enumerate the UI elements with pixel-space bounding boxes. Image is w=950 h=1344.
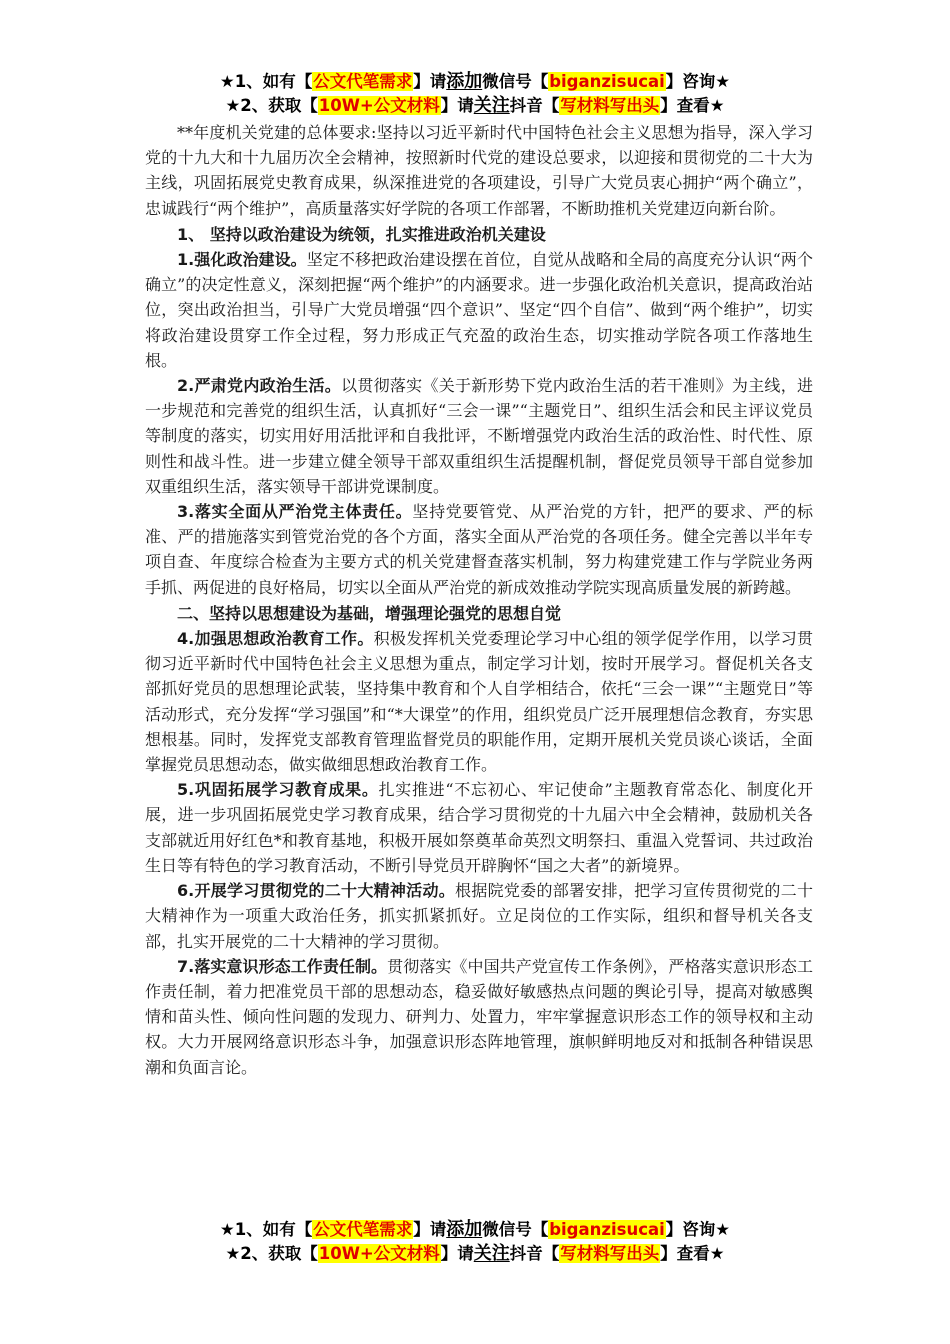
item-text: 根据院党委的部署安排，把学习宣传贯彻党的二十大精神作为一项重大政治任务，抓实抓紧抓好。立足岗位的工作实际，组织和督导机关各支部，扎实开展党的二十大精神的学习贯彻。 <box>145 881 813 951</box>
highlight-text: 公文代笔需求 <box>313 1220 413 1239</box>
highlight-text: 10W+公文材料 <box>318 96 440 115</box>
item-title: 1.强化政治建设。 <box>177 250 307 270</box>
promo-text: ★1、如有【 <box>219 1220 313 1239</box>
promo-line-1 <box>0 70 950 94</box>
promo-text: 微信号【 <box>482 72 549 91</box>
douyin-account: 写材料写出头 <box>560 96 660 115</box>
promo-line-2 <box>0 94 950 118</box>
promo-text: 】请 <box>440 96 474 115</box>
promo-text: 抖音【 <box>509 1244 560 1263</box>
underlined-text: 添加 <box>446 1219 483 1240</box>
item-title: 2.严肃党内政治生活。 <box>177 376 342 396</box>
promo-banner-top <box>0 70 950 118</box>
intro-paragraph: **年度机关党建的总体要求:坚持以习近平新时代中国特色社会主义思想为指导，深入学习党的十九大和十九届历次全会精神，按照新时代党的建设总要求，以迎接和贯彻党的二十大为主线，巩固拓展党史教育成果，纵深推进党的各项建设，引导广大党员衷心拥护“两个确立”，忠诚践行“两个维护”，高质量落实好学院的各项工作部署，不断助推机关党建迈向新台阶。 <box>145 123 813 218</box>
underlined-text: 添加 <box>446 71 483 92</box>
list-item <box>145 626 813 777</box>
highlight-text: 10W+公文材料 <box>318 1244 440 1263</box>
promo-text: ★2、获取【 <box>225 96 318 115</box>
item-title: 3.落实全面从严治党主体责任。 <box>177 502 413 522</box>
promo-banner-bottom <box>0 1218 950 1266</box>
document-body <box>145 120 813 1080</box>
item-title: 6.开展学习贯彻党的二十大精神活动。 <box>177 881 456 901</box>
item-title: 5.巩固拓展学习教育成果。 <box>177 780 379 800</box>
list-item <box>145 247 813 373</box>
promo-text: 】咨询★ <box>665 72 731 91</box>
promo-text: 抖音【 <box>509 96 560 115</box>
promo-text: 】请 <box>413 1220 447 1239</box>
item-title: 7.落实意识形态工作责任制。 <box>177 956 388 976</box>
underlined-text: 关注 <box>473 95 510 116</box>
section-heading: 二、坚持以思想建设为基础，增强理论强党的思想自觉 <box>177 603 562 623</box>
list-item <box>145 878 813 954</box>
list-item <box>145 499 813 600</box>
promo-text: 】咨询★ <box>665 1220 731 1239</box>
item-title: 4.加强思想政治教育工作。 <box>177 629 374 649</box>
promo-text: ★2、获取【 <box>225 1244 318 1263</box>
item-text: 坚持党要管党、从严治党的方针，把严的要求、严的标准、严的措施落实到管党治党的各个方面，落实全面从严治党的各项任务。健全完善以半年专项自查、年度综合检查为主要方式的机关党建督查落实机制，努力构建党建工作与学院业务两手抓、两促进的良好格局，切实以全面从严治党的新成效推动学院实现高质量发展的新跨越。 <box>145 502 813 597</box>
promo-text: 】请 <box>413 72 447 91</box>
promo-text: 微信号【 <box>482 1220 549 1239</box>
promo-line-1 <box>0 1218 950 1242</box>
wechat-id: biganzisucai <box>549 1220 665 1239</box>
wechat-id: biganzisucai <box>549 72 665 91</box>
underlined-text: 关注 <box>473 1243 510 1264</box>
item-text: 坚定不移把政治建设摆在首位，自觉从战略和全局的高度充分认识“两个确立”的决定性意义，深刻把握“两个维护”的内涵要求。进一步强化政治机关意识，提高政治站位，突出政治担当，引导广大党员增强“四个意识”、坚定“四个自信”、做到“两个维护”，切实将政治建设贯穿工作全过程，努力形成正气充盈的政治生态，切实推动学院各项工作落地生根。 <box>145 250 813 370</box>
highlight-text: 公文代笔需求 <box>313 72 413 91</box>
douyin-account: 写材料写出头 <box>560 1244 660 1263</box>
item-text: 以贯彻落实《关于新形势下党内政治生活的若干准则》为主线，进一步规范和完善党的组织生活，认真抓好“三会一课”“主题党日”、组织生活会和民主评议党员等制度的落实，切实用好用活批评和自我批评，不断增强党内政治生活的政治性、时代性、原则性和战斗性。进一步建立健全领导干部双重组织生活提醒机制，督促党员领导干部自觉参加双重组织生活，落实领导干部讲党课制度。 <box>145 376 813 496</box>
list-item <box>145 777 813 878</box>
item-text: 扎实推进“不忘初心、牢记使命”主题教育常态化、制度化开展，进一步巩固拓展党史学习教育成果，结合学习贯彻党的十九届六中全会精神，鼓励机关各支部就近用好红色*和教育基地，积极开展如祭奠革命英烈文明祭扫、重温入党誓词、共过政治生日等有特色的学习教育活动，不断引导党员开辟胸怀“国之大者”的新境界。 <box>145 780 813 875</box>
item-text: 积极发挥机关党委理论学习中心组的领学促学作用，以学习贯彻习近平新时代中国特色社会主义思想为重点，制定学习计划，按时开展学习。督促机关各支部抓好党员的思想理论武装，坚持集中教育和个人自学相结合，依托“三会一课”“主题党日”等活动形式，充分发挥“学习强国”和“*大课堂”的作用，组织党员广泛开展理想信念教育，夯实思想根基。同时，发挥党支部教育管理监督党员的职能作用，定期开展机关党员谈心谈话，全面掌握党员思想动态，做实做细思想政治教育工作。 <box>145 629 813 775</box>
section-heading: 1、 坚持以政治建设为统领，扎实推进政治机关建设 <box>177 224 546 244</box>
list-item <box>145 954 813 1080</box>
promo-text: 】查看★ <box>660 96 725 115</box>
promo-text: 】请 <box>440 1244 474 1263</box>
promo-line-2 <box>0 1242 950 1266</box>
item-text: 贯彻落实《中国共产党宣传工作条例》，严格落实意识形态工作责任制，着力把准党员干部的思想动态，稳妥做好敏感热点问题的舆论引导，提高对敏感舆情和苗头性、倾向性问题的发现力、研判力、处置力，牢牢掌握意识形态工作的领导权和主动权。大力开展网络意识形态斗争，加强意识形态阵地管理，旗帜鲜明地反对和抵制各种错误思潮和负面言论。 <box>145 956 813 1077</box>
promo-text: ★1、如有【 <box>219 72 313 91</box>
list-item <box>145 373 813 499</box>
promo-text: 】查看★ <box>660 1244 725 1263</box>
